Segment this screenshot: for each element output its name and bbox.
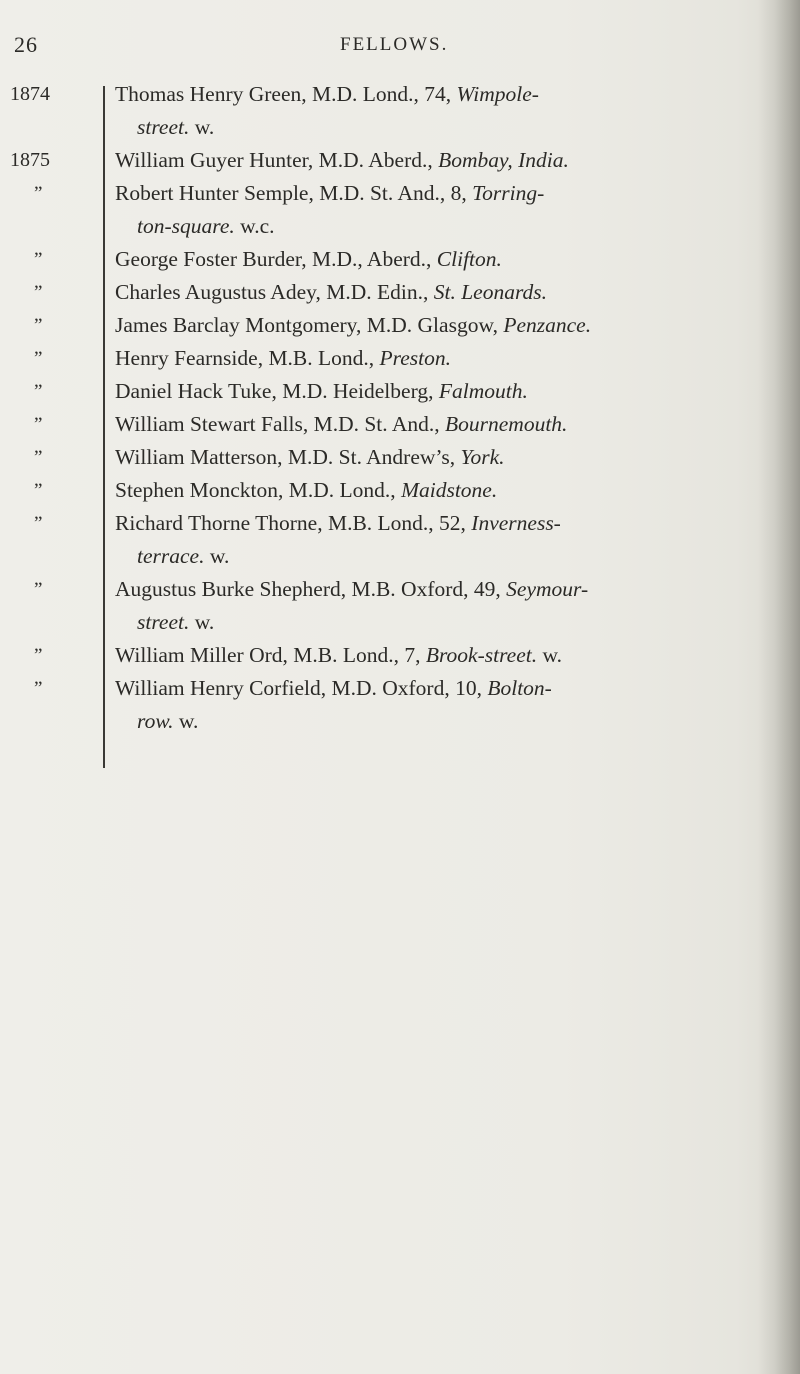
- fellow-entry: [115, 474, 775, 507]
- fellow-entry: [115, 309, 775, 342]
- fellow-address: Torring-: [472, 181, 545, 205]
- fellow-address: Brook-street.: [425, 643, 538, 667]
- fellow-entry: [115, 573, 775, 606]
- fellow-entry: [115, 276, 775, 309]
- fellow-address: street.: [137, 115, 190, 139]
- fellow-name-degree: Charles Augustus Adey, M.D. Edin.,: [115, 280, 434, 304]
- entry-year: ”: [34, 678, 44, 699]
- entry-year: ”: [34, 183, 44, 204]
- fellow-address: Seymour-: [506, 577, 589, 601]
- postal-district: w.: [204, 544, 230, 568]
- entry-year: ”: [34, 315, 44, 336]
- fellow-entry-continuation: [115, 606, 775, 639]
- entry-year: ”: [34, 348, 44, 369]
- fellow-entry: [115, 639, 775, 672]
- postal-district: w.: [173, 709, 199, 733]
- fellow-address: Clifton.: [436, 247, 502, 271]
- fellow-address: row.: [137, 709, 174, 733]
- entry-year: ”: [34, 282, 44, 303]
- fellow-entry: [115, 243, 775, 276]
- postal-district: w.: [189, 115, 215, 139]
- fellow-name-degree: Daniel Hack Tuke, M.D. Heidelberg,: [115, 379, 439, 403]
- fellow-address: Falmouth.: [438, 379, 528, 403]
- entry-year: ”: [34, 645, 44, 666]
- entry-year: ”: [34, 381, 44, 402]
- fellow-entry-continuation: [115, 111, 775, 144]
- fellow-entry: [115, 507, 775, 540]
- fellow-address: ton-square.: [137, 214, 235, 238]
- fellow-name-degree: William Guyer Hunter, M.D. Aberd.,: [115, 148, 439, 172]
- fellow-entry: [115, 375, 775, 408]
- year-column: [0, 78, 96, 738]
- running-head: [0, 22, 800, 62]
- fellow-entry: [115, 342, 775, 375]
- entry-year: ”: [34, 447, 44, 468]
- column-rule: [103, 86, 105, 768]
- fellow-name-degree: William Miller Ord, M.B. Lond., 7,: [115, 643, 426, 667]
- fellow-address: Maidstone.: [401, 478, 498, 502]
- year-spacer: [0, 705, 96, 738]
- fellow-name-degree: George Foster Burder, M.D., Aberd.,: [115, 247, 437, 271]
- entry-year: ”: [34, 579, 44, 600]
- fellow-address: St. Leonards.: [433, 280, 548, 304]
- fellow-address: Inverness-: [471, 511, 561, 535]
- fellow-address: Penzance.: [503, 313, 592, 337]
- fellow-name-degree: William Matterson, M.D. St. Andrew’s,: [115, 445, 461, 469]
- fellow-name-degree: Henry Fearnside, M.B. Lond.,: [115, 346, 380, 370]
- fellow-entry: [115, 78, 775, 111]
- entry-year: ”: [34, 513, 44, 534]
- fellow-address: Bournemouth.: [445, 412, 568, 436]
- fellow-entry-continuation: [115, 540, 775, 573]
- fellow-address: Bombay, India.: [438, 148, 569, 172]
- entry-year: ”: [34, 414, 44, 435]
- fellow-entry: [115, 177, 775, 210]
- year-spacer: [0, 540, 96, 573]
- fellow-name-degree: Robert Hunter Semple, M.D. St. And., 8,: [115, 181, 473, 205]
- entry-year: 1875: [10, 149, 50, 171]
- fellow-name-degree: William Henry Corfield, M.D. Oxford, 10,: [115, 676, 488, 700]
- fellow-address: Wimpole-: [456, 82, 539, 106]
- fellow-entry: [115, 672, 775, 705]
- year-spacer: [0, 606, 96, 639]
- fellow-address: street.: [137, 610, 190, 634]
- postal-district: w.: [537, 643, 562, 667]
- fellow-name-degree: Augustus Burke Shepherd, M.B. Oxford, 49,: [115, 577, 507, 601]
- entry-year: ”: [34, 249, 44, 270]
- postal-district: w.: [189, 610, 215, 634]
- entry-year: 1874: [10, 83, 50, 105]
- fellow-address: Preston.: [379, 346, 451, 370]
- fellow-address: Bolton-: [487, 676, 552, 700]
- postal-district: w.c.: [234, 214, 275, 238]
- fellow-name-degree: Stephen Monckton, M.D. Lond.,: [115, 478, 402, 502]
- page-title: FELLOWS.: [340, 34, 449, 55]
- fellow-entry-continuation: [115, 705, 775, 738]
- fellow-name-degree: William Stewart Falls, M.D. St. And.,: [115, 412, 445, 436]
- page-number: 26: [14, 32, 38, 57]
- fellow-address: terrace.: [137, 544, 205, 568]
- fellow-entry-continuation: [115, 210, 775, 243]
- fellow-entry: [115, 144, 775, 177]
- entry-year: ”: [34, 480, 44, 501]
- fellow-address: York.: [460, 445, 505, 469]
- fellow-entry: [115, 408, 775, 441]
- fellow-entry: [115, 441, 775, 474]
- year-spacer: [0, 210, 96, 243]
- fellows-list: [115, 78, 775, 738]
- fellow-name-degree: Richard Thorne Thorne, M.B. Lond., 52,: [115, 511, 472, 535]
- fellow-name-degree: James Barclay Montgomery, M.D. Glasgow,: [115, 313, 504, 337]
- year-spacer: [0, 111, 96, 144]
- fellow-name-degree: Thomas Henry Green, M.D. Lond., 74,: [115, 82, 457, 106]
